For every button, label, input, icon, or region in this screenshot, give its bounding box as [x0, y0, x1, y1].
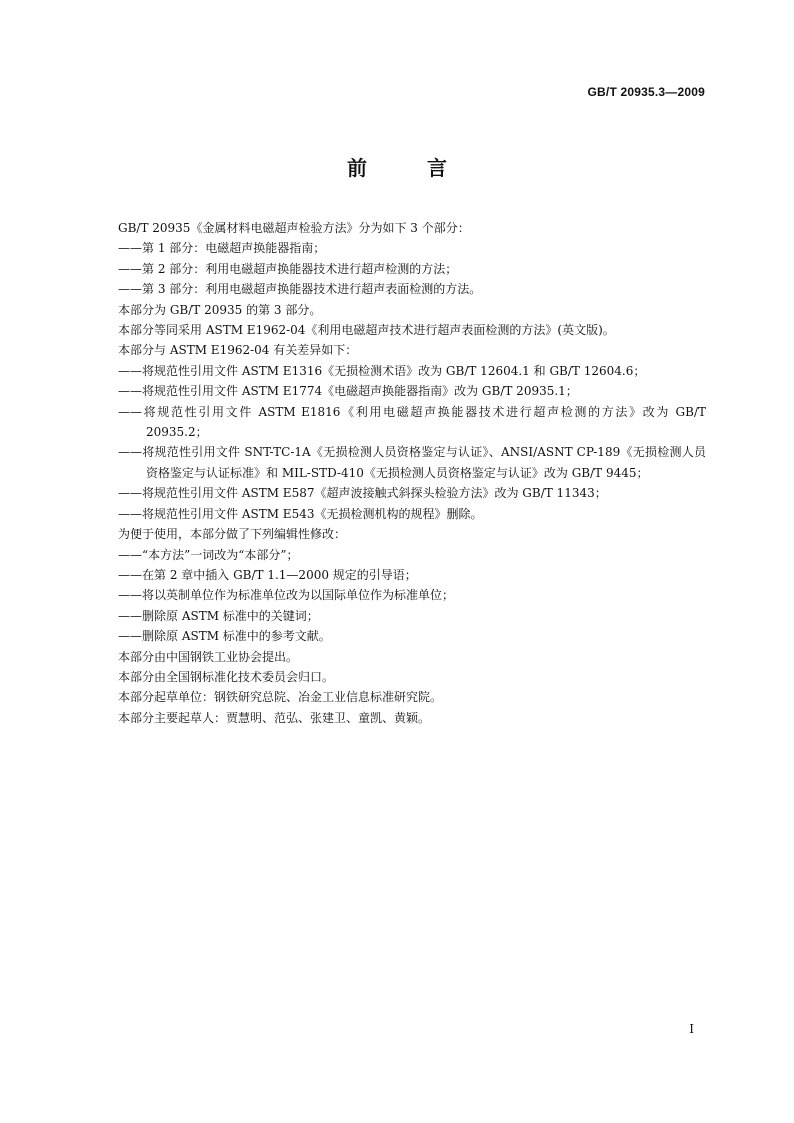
list-item: ——第 1 部分：电磁超声换能器指南； — [118, 241, 326, 256]
list-item: ——将规范性引用文件 ASTM E587《超声波接触式斜探头检验方法》改为 GB/T 11343； — [118, 486, 607, 501]
paragraph: GB/T 20935《金属材料电磁超声检验方法》分为如下 3 个部分： — [118, 221, 470, 235]
list-item: ——将规范性引用文件 ASTM E1316《无损检测术语》改为 GB/T 12604.1 和 GB/T 12604.6； — [118, 363, 646, 378]
paragraph: 本部分主要起草人：贾慧明、范弘、张建卫、童凯、黄颖。 — [118, 710, 431, 725]
list-item: ——将规范性引用文件 SNT-TC-1A《无损检测人员资格鉴定与认证》、ANSI/ASNT CP-189《无损检测人员资格鉴定与认证标准》和 MIL-STD-410《无损检测人员资格鉴定与认证》改为 GB/T 9445； — [118, 445, 706, 480]
paragraph: 本部分起草单位：钢铁研究总院、冶金工业信息标准研究院。 — [118, 690, 443, 705]
page-title: 前 言 — [347, 156, 467, 180]
paragraph: 本部分为 GB/T 20935 的第 3 部分。 — [118, 302, 322, 317]
paragraph: 为便于使用，本部分做了下列编辑性修改： — [118, 527, 347, 542]
list-item: ——第 3 部分：利用电磁超声换能器技术进行超声表面检测的方法。 — [118, 282, 482, 297]
paragraph: 本部分由全国钢标准化技术委员会归口。 — [118, 669, 335, 684]
standard-code: GB/T 20935.3—2009 — [587, 85, 705, 99]
list-item: ——将规范性引用文件 ASTM E1816《利用电磁超声换能器技术进行超声检测的方法》改为 GB/T 20935.2； — [118, 404, 706, 440]
foreword-body — [118, 218, 706, 728]
list-item: ——删除原 ASTM 标准中的参考文献。 — [118, 629, 331, 644]
paragraph: 本部分等同采用 ASTM E1962-04《利用电磁超声技术进行超声表面检测的方法》(英文版)。 — [118, 323, 615, 338]
paragraph: 本部分与 ASTM E1962-04 有关差异如下： — [118, 343, 358, 358]
paragraph: 本部分由中国钢铁工业协会提出。 — [118, 649, 299, 664]
list-item: ——“本方法”一词改为“本部分”； — [118, 547, 299, 562]
list-item: ——将以英制单位作为标准单位改为以国际单位作为标准单位； — [118, 588, 455, 603]
list-item: ——在第 2 章中插入 GB/T 1.1—2000 规定的引导语； — [118, 567, 417, 582]
list-item: ——将规范性引用文件 ASTM E543《无损检测机构的规程》删除。 — [118, 506, 483, 521]
list-item: ——删除原 ASTM 标准中的关键词； — [118, 608, 319, 623]
list-item: ——将规范性引用文件 ASTM E1774《电磁超声换能器指南》改为 GB/T 20935.1； — [118, 384, 578, 399]
page-number: I — [689, 1022, 694, 1036]
list-item: ——第 2 部分：利用电磁超声换能器技术进行超声检测的方法； — [118, 261, 458, 276]
